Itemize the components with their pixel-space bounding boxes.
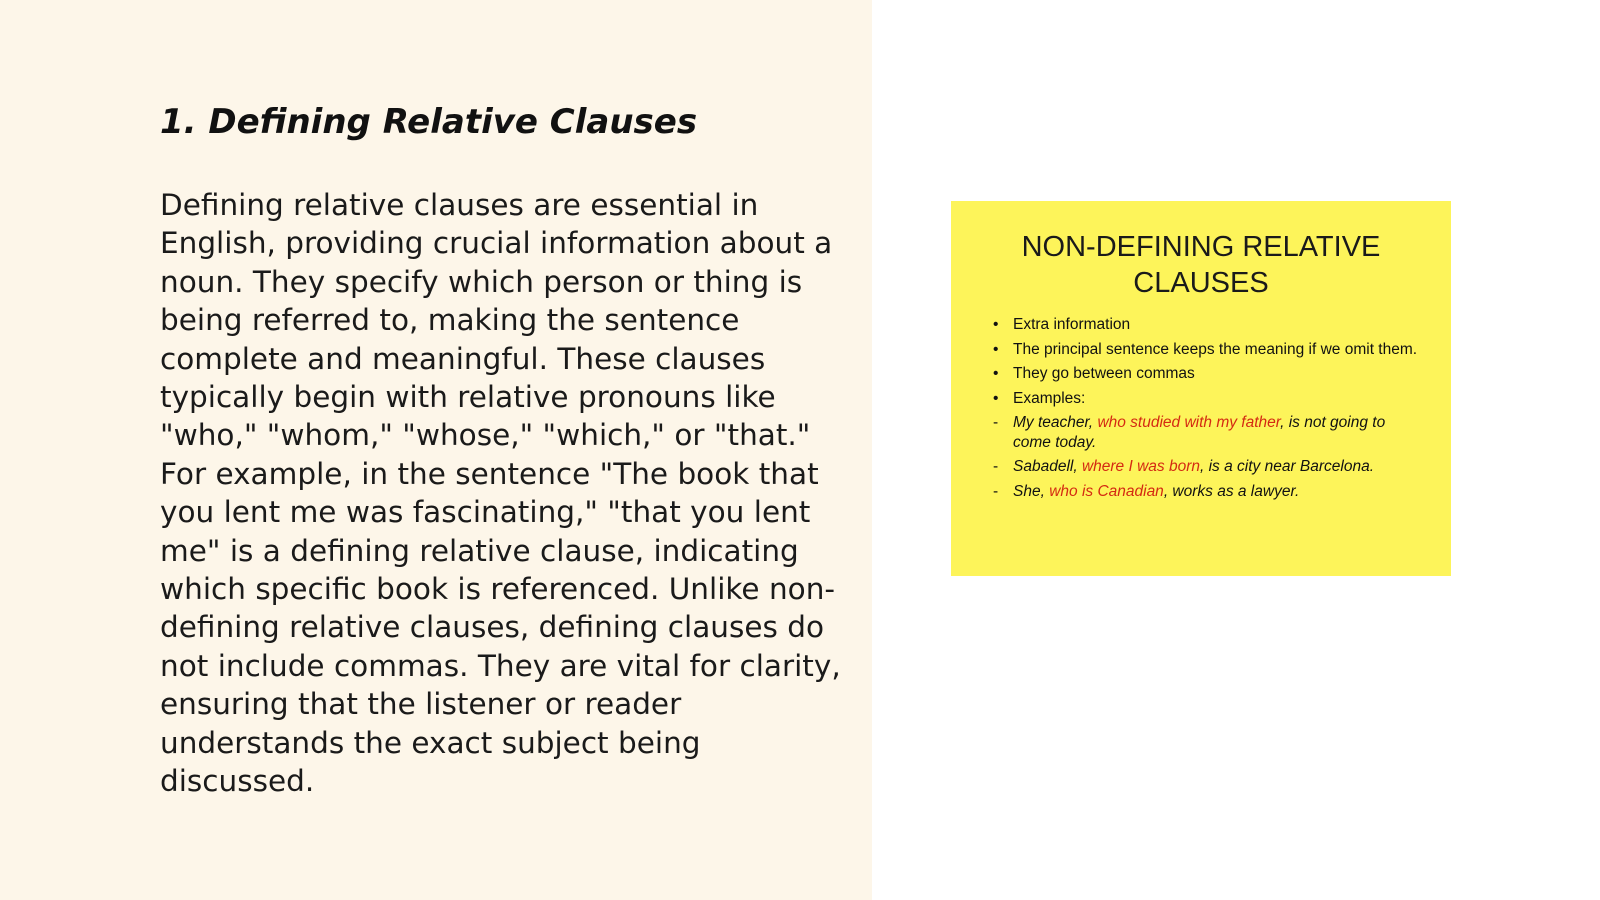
bullet-item xyxy=(993,340,1423,360)
bullet-text: Extra information xyxy=(1013,316,1131,333)
bullet-item xyxy=(993,315,1423,335)
dash-marker: - xyxy=(993,482,999,500)
body-paragraph: Defining relative clauses are essential in English, providing crucial information about a noun. They specify which person or thing is being referred to, making the sentence complete and meaningful. These clauses typically begin with relative pronouns like "who," "whom," "whose," "which," or "that." For example, in the sentence "The book that you lent me was fascinating," "that you lent me" is a defining relative clause, indicating which specific book is referenced. Unlike non-defining relative clauses, defining clauses do not include commas. They are vital for clarity, ensuring that the listener or reader understands the exact subject being discussed. xyxy=(160,188,841,799)
slide-image xyxy=(951,201,1451,576)
example-after: , is a city near Barcelona. xyxy=(1199,458,1375,475)
example-item xyxy=(993,457,1423,477)
example-highlight: who is Canadian xyxy=(1049,482,1164,500)
example-item xyxy=(993,482,1423,502)
example-highlight: where I was born xyxy=(1081,458,1200,475)
example-after: , works as a lawyer. xyxy=(1163,482,1300,500)
example-before: She, xyxy=(1013,482,1050,500)
section-heading: 1. Defining Relative Clauses xyxy=(160,102,698,142)
bullet-text: They go between commas xyxy=(1013,365,1195,382)
example-before: Sabadell, xyxy=(1013,458,1082,475)
bullet-marker: • xyxy=(993,365,999,382)
dash-marker: - xyxy=(993,414,999,431)
example-before: My teacher, xyxy=(1013,414,1098,431)
bullet-marker: • xyxy=(993,340,999,358)
dash-marker: - xyxy=(993,458,999,475)
bullet-item xyxy=(993,364,1423,384)
example-item xyxy=(993,413,1423,452)
example-after: , is not going to come today. xyxy=(1013,414,1386,451)
bullet-marker: • xyxy=(993,389,999,407)
image-title: NON-DEFINING RELATIVE CLAUSES xyxy=(1021,231,1381,299)
image-bullet-list xyxy=(951,315,1451,501)
bullet-text: Examples: xyxy=(1013,389,1086,407)
bullet-item xyxy=(993,389,1423,409)
bullet-marker: • xyxy=(993,316,999,333)
bullet-text: The principal sentence keeps the meaning if we omit them. xyxy=(1013,340,1418,358)
example-highlight: who studied with my father xyxy=(1097,414,1281,431)
